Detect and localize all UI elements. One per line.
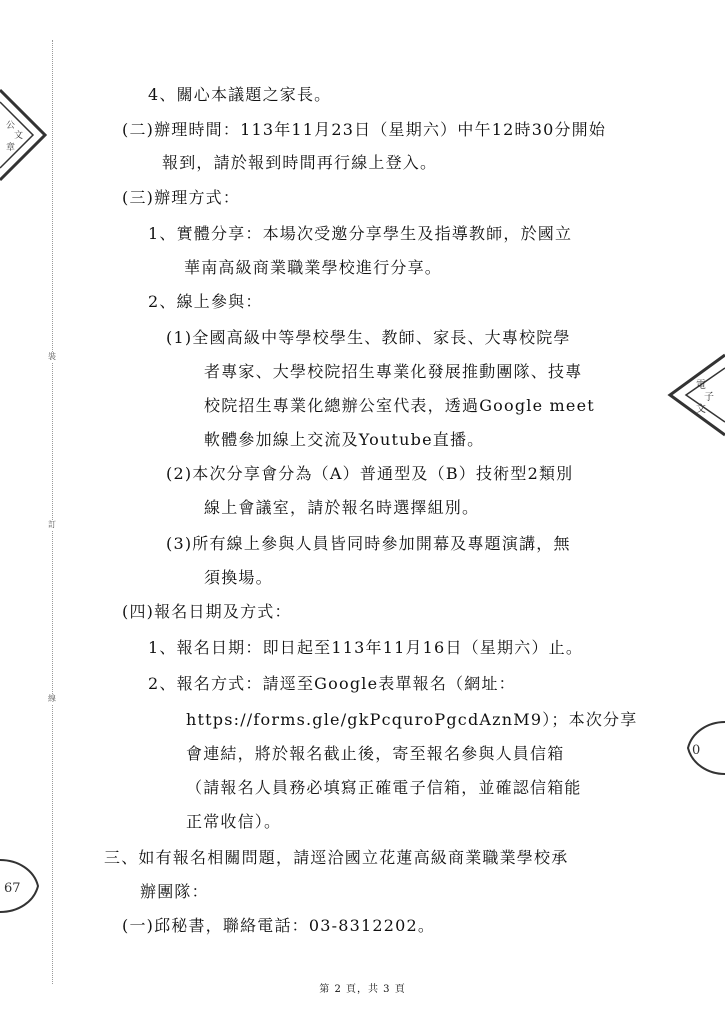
registration-2-method: 2、報名方式：請逕至Google表單報名（網址： [148, 674, 516, 693]
svg-text:0: 0 [692, 743, 701, 758]
online-2-rooms-cont: 線上會議室，請於報名時選擇組別。 [204, 498, 480, 517]
online-1-participants: (1)全國高級中等學校學生、教師、家長、大專校院學 [166, 328, 571, 347]
method-1-onsite: 1、實體分享：本場次受邀分享學生及指導教師，於國立 [148, 224, 573, 243]
page-seal-left [0, 856, 46, 916]
binding-label-zhuang: 裝 [48, 352, 56, 361]
online-3-opening: (3)所有線上參與人員皆同時參加開幕及專題演講，無 [166, 534, 571, 553]
online-1-participants-cont2: 校院招生專業化總辦公室代表，透過Google meet [204, 396, 595, 415]
page-seal-right [678, 718, 725, 778]
svg-text:文: 文 [14, 131, 24, 141]
online-1-participants-cont1: 者專家、大學校院招生專業化發展推動團隊、技專 [204, 362, 583, 381]
section-3-contact-cont: 辦團隊： [140, 882, 209, 901]
binding-line [52, 40, 53, 984]
official-seal-left [0, 80, 50, 190]
online-3-opening-cont: 須換場。 [204, 568, 273, 587]
binding-label-xian: 線 [48, 694, 56, 703]
svg-text:文: 文 [696, 404, 706, 415]
svg-text:章: 章 [6, 143, 16, 153]
section-3-contact: 三、如有報名相關問題，請逕洽國立花蓮高級商業職業學校承 [104, 848, 569, 867]
registration-2-cont3: 正常收信）。 [186, 812, 282, 831]
method-1-onsite-cont: 華南高級商業職業學校進行分享。 [184, 258, 443, 277]
online-1-participants-cont3: 軟體參加線上交流及Youtube直播。 [204, 430, 485, 449]
svg-text:子: 子 [704, 392, 714, 403]
section-2-time: (二)辦理時間：113年11月23日（星期六）中午12時30分開始 [122, 120, 607, 139]
section-2-time-cont: 報到，請於報到時間再行線上登入。 [162, 153, 438, 172]
section-4-registration: (四)報名日期及方式： [122, 602, 292, 621]
item-4-parents: 4、關心本議題之家長。 [148, 85, 332, 104]
registration-2-cont1: 會連結，將於報名截止後，寄至報名參與人員信箱 [186, 744, 565, 763]
registration-url-line: https://forms.gle/gkPcquroPgcdAznM9）；本次分享 [186, 710, 638, 729]
section-3-method: (三)辦理方式： [122, 188, 241, 207]
online-2-rooms: (2)本次分享會分為（A）普通型及（B）技術型2類別 [166, 464, 574, 483]
registration-2-cont2: （請報名人員務必填寫正確電子信箱，並確認信箱能 [186, 778, 582, 797]
svg-text:電: 電 [696, 380, 706, 391]
registration-1-date: 1、報名日期：即日起至113年11月16日（星期六）止。 [148, 638, 584, 657]
svg-text:公: 公 [6, 121, 16, 131]
contact-1-secretary: (一)邱秘書，聯絡電話：03-8312202。 [122, 916, 436, 935]
binding-label-ding: 訂 [48, 520, 56, 529]
page-footer: 第 2 頁，共 3 頁 [319, 984, 406, 995]
svg-text:67: 67 [4, 881, 21, 896]
official-seal-right [660, 350, 725, 440]
method-2-online: 2、線上參與： [148, 292, 263, 311]
